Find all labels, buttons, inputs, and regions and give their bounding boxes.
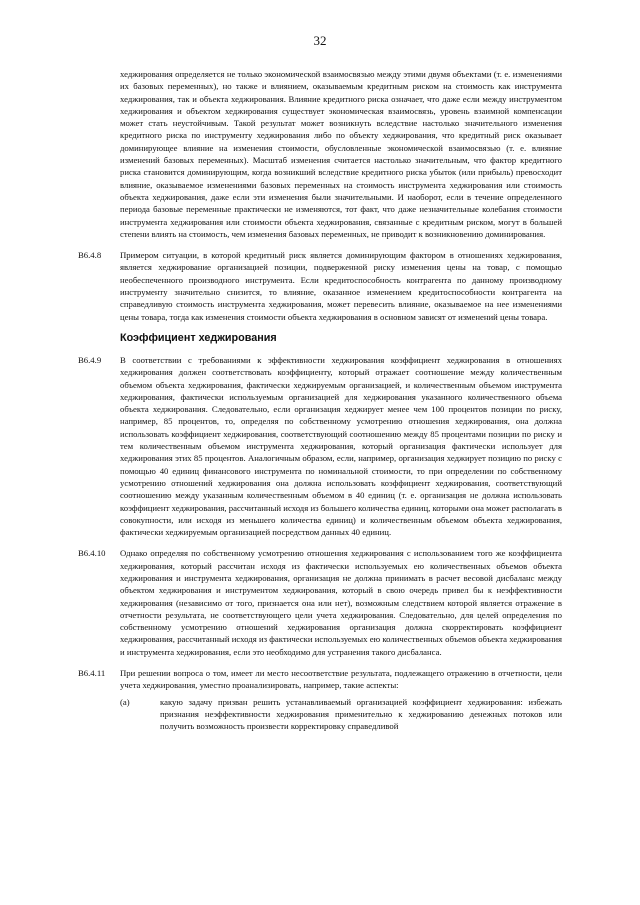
paragraph-text: Примером ситуации, в которой кредитный риск является доминирующим фактором в отношениях хеджирования, является хеджирование организацией позиции, подверженной риску изменения цены на товар, с помощью необеспеченного производного инструмента. Если кредитоспособность контрагента по данному производному инструменту значительно снизится, то влияние, оказанное изменением кредитоспособности контрагента на справедливую стоимость инструмента хеджирования, может перевесить влияние, оказываемое на нее изменениями цены товара, тогда как изменения стоимости объекта хеджирования в основном зависят от изменений цены товара. (120, 250, 562, 322)
paragraph-b6-4-11 (78, 667, 562, 692)
list-item-label: (a) (120, 696, 130, 707)
paragraph-number: B6.4.9 (78, 354, 102, 365)
page-number: 32 (313, 33, 327, 48)
paragraph-text: В соответствии с требованиями к эффективности хеджирования коэффициент хеджирования в отношениях хеджирования должен соответствовать коэффициенту, который отражает соотношение между количественным объемом объекта хеджирования, фактически хеджируемым организацией, и количественным объемом инструмента хеджирования, фактически используемым организацией для хеджирования указанного количественного объема объекта хеджирования. Следовательно, если организация хеджирует менее чем 100 процентов позиции по риску, например, 85 процентов, то, определяя по собственному усмотрению отношения хеджирования, она должна использовать коэффициент хеджирования, соответствующий соотношению между 85 процентами позиции по риску и тем количественным объемом инструмента хеджирования, который организация фактически использует для хеджирования этих 85 процентов. Аналогичным образом, если, например, организация хеджирует позицию по риску с помощью 40 единиц финансового инструмента по номинальной стоимости, то при определении по собственному усмотрению отношений хеджирования она должна использовать коэффициент хеджирования, соответствующий соотношению между указанным количественным объемом в 40 единиц (т. е. организация не должна использовать коэффициент хеджирования, рассчитанный исходя из большего количества единиц, которыми она может располагать в совокупности, или исходя из меньшего количества единиц) и количественным объемом объекта хеджирования, фактически хеджируемым организацией посредством данных 40 единиц. (120, 354, 562, 538)
paragraph-number: B6.4.8 (78, 250, 102, 261)
paragraph-number: B6.4.10 (78, 548, 106, 559)
intro-paragraph (78, 68, 562, 240)
paragraph-b6-4-10 (78, 547, 562, 658)
paragraph-number: B6.4.11 (78, 668, 106, 679)
list-item-a (78, 696, 562, 733)
paragraph-b6-4-8 (78, 249, 562, 323)
paragraph-text: При решении вопроса о том, имеет ли место несоответствие результата, подлежащего отражению в отчетности, цели учета хеджирования, уместно проанализировать, например, такие аспекты: (120, 668, 562, 691)
paragraph-text: Однако определяя по собственному усмотрению отношения хеджирования с использованием того же коэффициента хеджирования, который рассчитан исходя из фактически используемых ею количественных объемов объекта хеджирования и инструмента хеджирования, организация не должна принимать в расчет весовой дисбаланс между объектом хеджирования и инструментом хеджирования, который в свою очередь привел бы к неэффективности хеджирования (независимо от того, признается она или нет), возможным следствием которой является отражение в отчетности результата, не соответствующего цели учета хеджирования. Следовательно, для целей определения по собственному усмотрению отношений хеджирования организация должна скорректировать коэффициент хеджирования, рассчитанный исходя из фактически используемых ею количественных объемов объекта хеджирования и инструмента хеджирования, если это необходимо для устранения такого дисбаланса. (120, 548, 562, 657)
page-body (78, 68, 562, 733)
list-item-text: какую задачу призван решить устанавливаемый организацией коэффициент хеджирования: избежать признания неэффективности хеджирования применительно к хеджированию денежных потоков или получить возможность произвести корректировку справедливой (160, 696, 562, 732)
section-heading: Коэффициент хеджирования (120, 331, 277, 344)
paragraph-b6-4-9 (78, 354, 562, 538)
intro-paragraph-text: хеджирования определяется не только экономической взаимосвязью между этими двумя объектами (т. е. изменениями их базовых переменных), но также и влиянием, оказываемым кредитным риском на стоимость как инструмента хеджирования, так и объекта хеджирования. Влияние кредитного риска означает, что даже если между инструментом хеджирования и объектом хеджирования существует экономическая взаимосвязь, уровень взаимной компенсации может стать неустойчивым. Такой результат может возникнуть вследствие настолько значительного изменения кредитного риска по инструменту хеджирования либо по объекту хеджирования, что кредитный риск оказывает доминирующее влияние на изменения стоимости, обусловленные экономической взаимосвязью (т. е. влияние изменений базовых переменных). Масштаб изменения считается настолько значительным, что фактор кредитного риска становится доминирующим, когда возникший вследствие кредитного риска убыток (или прибыль) превосходит влияние, оказываемое изменениями базовых переменных на стоимость инструмента хеджирования или стоимость объекта хеджирования, даже если эти изменения были значительными. И наоборот, если в течение определенного периода базовые переменные практически не изменяются, тот факт, что даже незначительные колебания стоимости инструмента хеджирования или стоимости объекта хеджирования, связанные с кредитным риском, могут в большей степени влиять на стоимость, чем изменения базовых переменных, не приводит к возникновению доминирования. (120, 69, 562, 239)
